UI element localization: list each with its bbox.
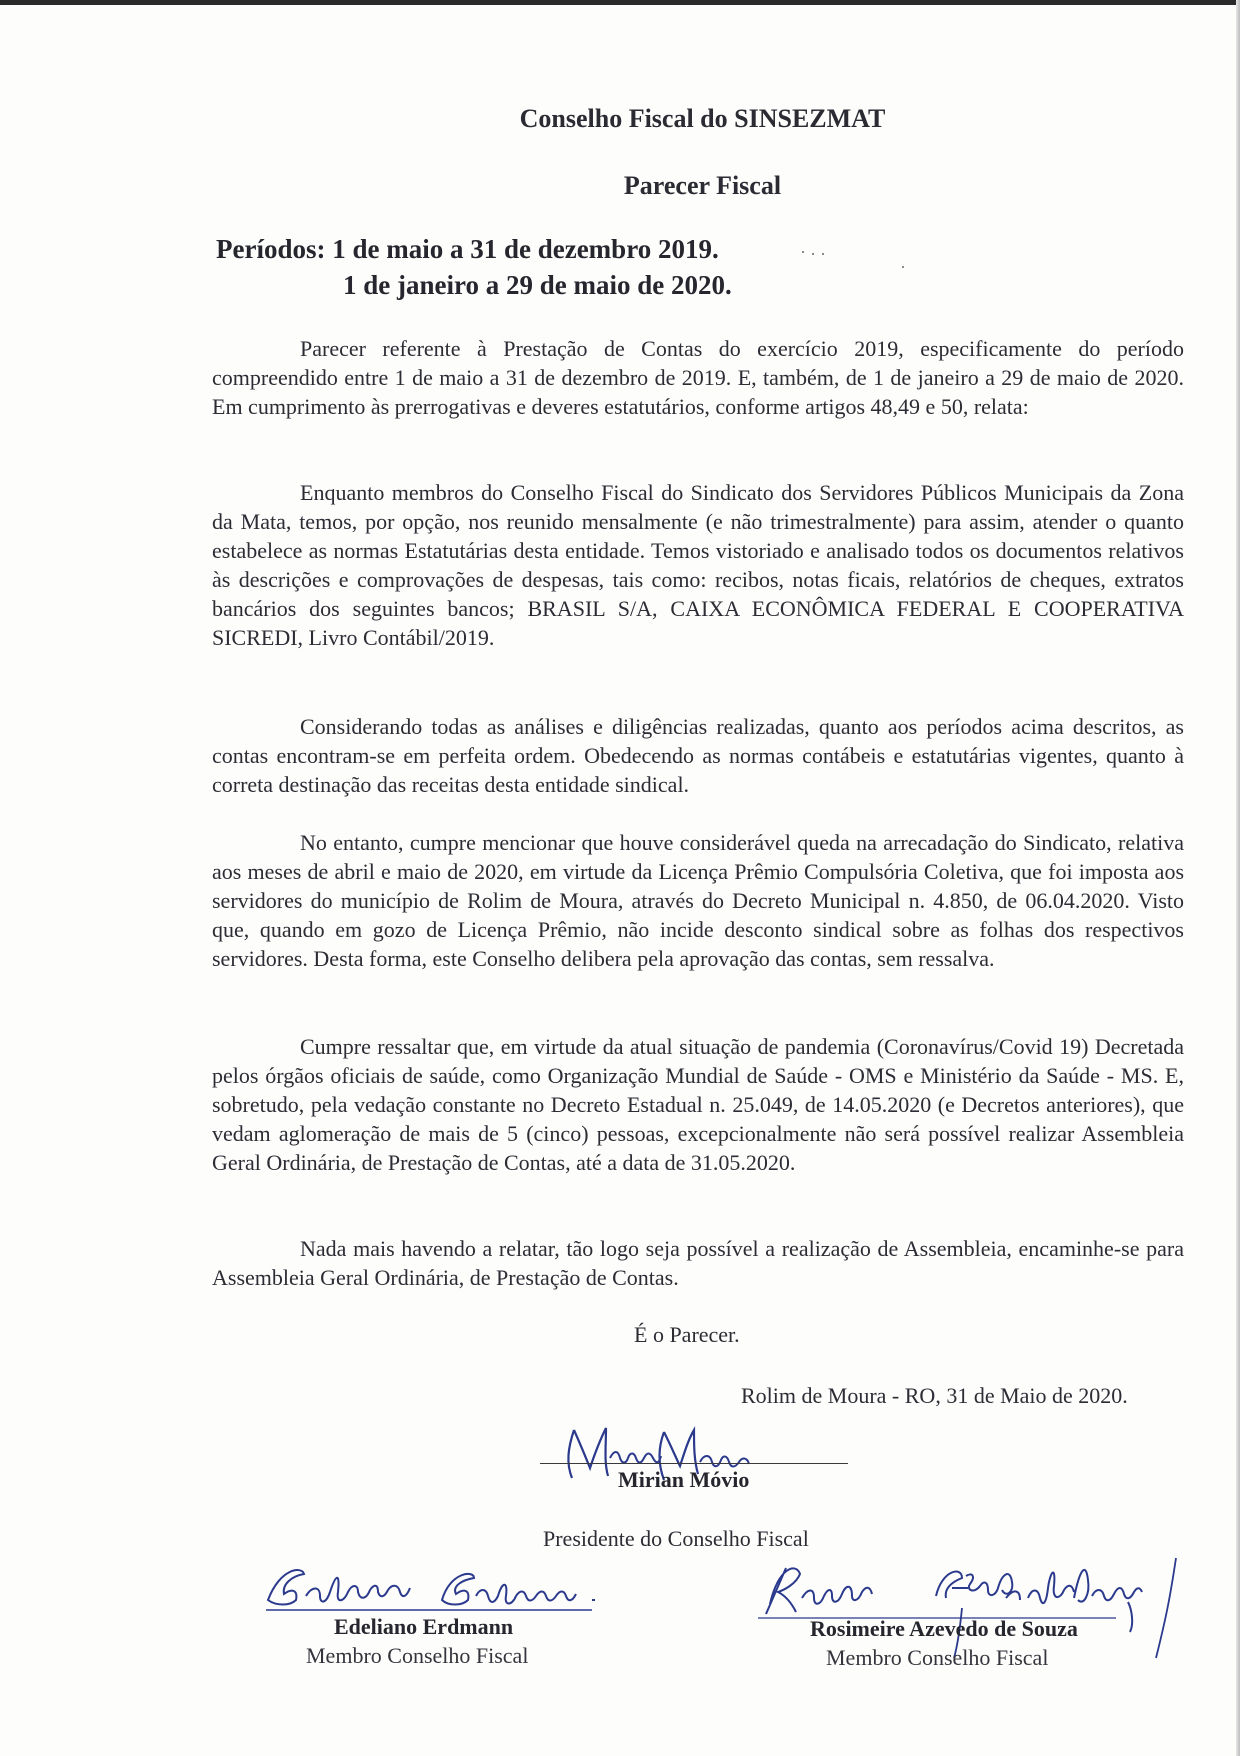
- scan-speck: [802, 251, 804, 253]
- paragraph: Cumpre ressaltar que, em virtude da atual situação de pandemia (Coronavírus/Covid 19) Decretada pelos órgãos oficiais de saúde, como Organização Mundial de Saúde - OMS e Ministério da Saúde - MS. E, sobretudo, pela vedação constante no Decreto Estadual n. 25.049, de 14.05.2020 (e Decretos anteriores), que vedam aglomeração de mais de 5 (cinco) pessoas, excepcionalmente não será possível realizar Assembleia Geral Ordinária, de Prestação de Contas, até a data de 31.05.2020.: [212, 1034, 1184, 1175]
- paragraph: Nada mais havendo a relatar, tão logo seja possível a realização de Assembleia, encaminhe-se para Assembleia Geral Ordinária, de Prestação de Contas.: [212, 1236, 1184, 1290]
- paragraph: No entanto, cumpre mencionar que houve considerável queda na arrecadação do Sindicato, relativa aos meses de abril e maio de 2020, em virtude da Licença Prêmio Compulsória Coletiva, que foi imposta aos servidores do município de Rolim de Moura, através do Decreto Municipal n. 4.850, de 06.04.2020. Visto que, quando em gozo de Licença Prêmio, não incide desconto sindical sobre as folhas dos respectivos servidores. Desta forma, este Conselho delibera pela aprovação das contas, sem ressalva.: [212, 830, 1184, 971]
- member2-name: Rosimeire Azevedo de Souza: [810, 1616, 1078, 1641]
- scan-edge: [1236, 0, 1240, 1756]
- document-subtitle: Parecer Fiscal: [623, 171, 782, 200]
- scan-speck: [822, 253, 824, 255]
- scan-speck: [812, 253, 814, 255]
- scan-speck: [902, 266, 904, 268]
- place-date: Rolim de Moura - RO, 31 de Maio de 2020.: [741, 1383, 1128, 1408]
- member2-role: Membro Conselho Fiscal: [826, 1645, 1049, 1670]
- member1-name: Edeliano Erdmann: [334, 1614, 514, 1639]
- periods-line-1: Períodos: 1 de maio a 31 de dezembro 2019.: [216, 234, 719, 264]
- periods-block: [216, 234, 732, 300]
- paragraph: Parecer referente à Prestação de Contas do exercício 2019, especificamente do período compreendido entre 1 de maio a 31 de dezembro de 2019. E, também, de 1 de janeiro a 29 de maio de 2020. Em cumprimento às prerrogativas e deveres estatutários, conforme artigos 48,49 e 50, relata:: [212, 336, 1184, 419]
- paragraph: Considerando todas as análises e diligências realizadas, quanto aos períodos acima descritos, as contas encontram-se em perfeita ordem. Obedecendo as normas contábeis e estatutárias vigentes, quanto à correta destinação das receitas desta entidade sindical.: [212, 714, 1184, 797]
- periods-line-2: 1 de janeiro a 29 de maio de 2020.: [343, 270, 732, 300]
- signature-line: [540, 1463, 848, 1464]
- member1-role: Membro Conselho Fiscal: [306, 1643, 529, 1668]
- document-title: Conselho Fiscal do SINSEZMAT: [519, 104, 886, 133]
- paragraph: Enquanto membros do Conselho Fiscal do Sindicato dos Servidores Públicos Municipais da Zona da Mata, temos, por opção, nos reunido mensalmente (e não trimestralmente) para assim, atender o quanto estabelece as normas Estatutárias desta entidade. Temos vistoriado e analisado todos os documentos relativos às descrições e comprovações de despesas, tais como: recibos, notas ficais, relatórios de cheques, extratos bancários dos seguintes bancos; BRASIL S/A, CAIXA ECONÔMICA FEDERAL E COOPERATIVA SICREDI, Livro Contábil/2019.: [212, 480, 1184, 650]
- scan-edge: [0, 0, 1240, 5]
- closing-phrase: É o Parecer.: [634, 1322, 740, 1347]
- president-name: Mirian Móvio: [618, 1467, 750, 1492]
- signature-edeliano-erdmann: [262, 1560, 672, 1616]
- president-role: Presidente do Conselho Fiscal: [543, 1526, 809, 1551]
